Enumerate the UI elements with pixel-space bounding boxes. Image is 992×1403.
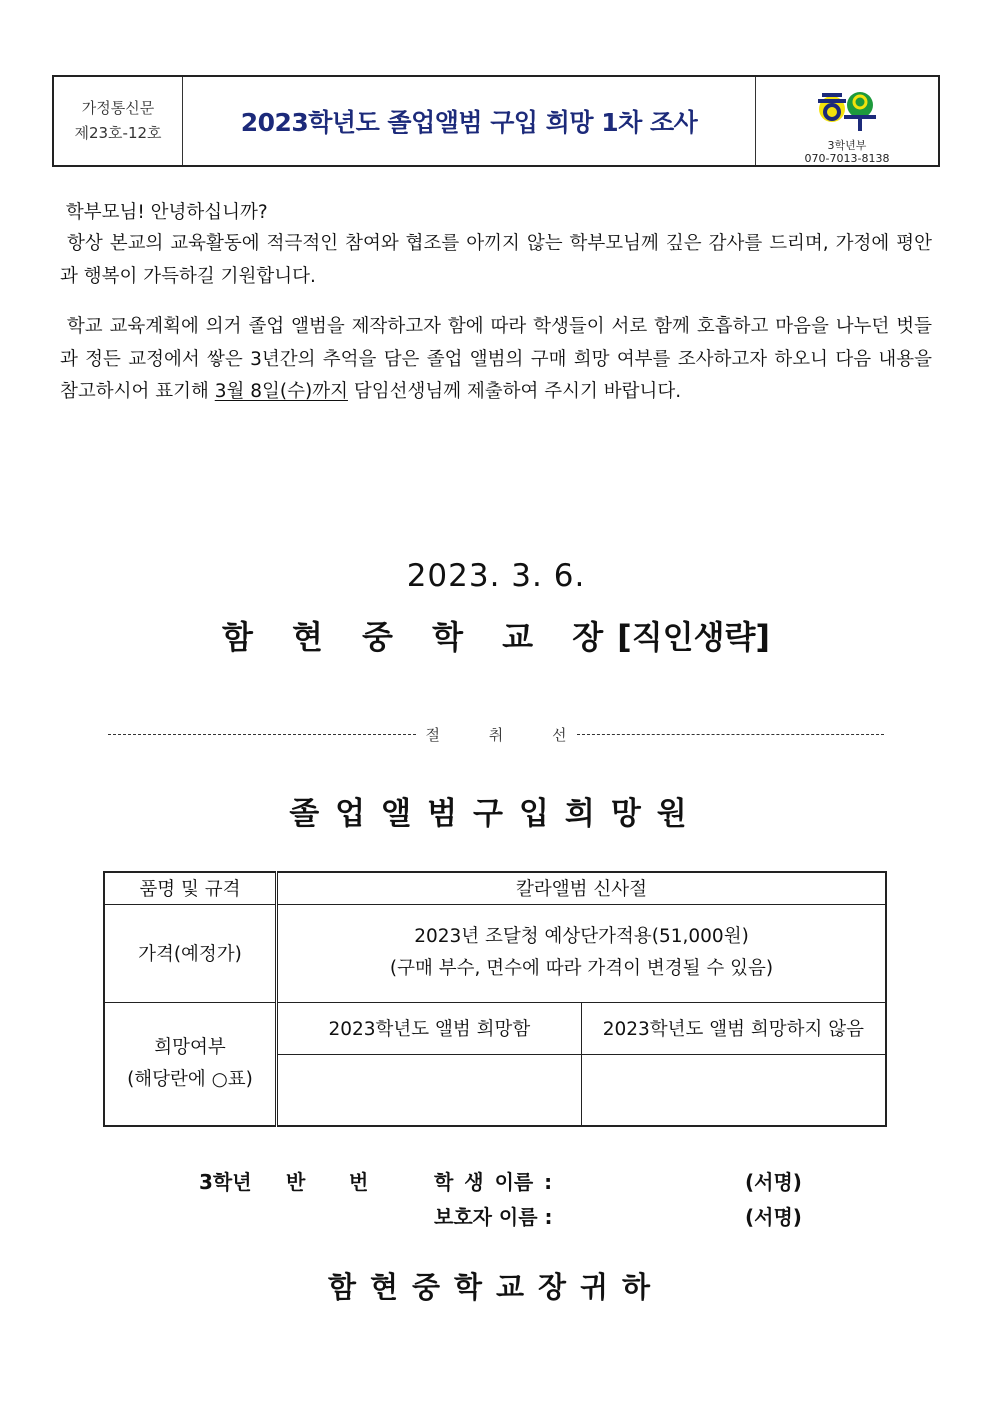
price-label: 가격(예정가) (104, 904, 277, 1002)
header-box (52, 75, 940, 167)
purchase-form-table (103, 871, 887, 1127)
paragraph-1-text: 항상 본교의 교육활동에 적극적인 참여와 협조를 아끼지 않는 학부모님께 깊은 감사를 드리며, 가정에 평안과 행복이 가득하길 기원합니다. (60, 233, 932, 287)
department: 3학년부 (827, 139, 867, 152)
deadline: 3월 8일(수)까지 (214, 381, 348, 402)
form-title: 졸업앨범구입희망원 (289, 796, 703, 832)
principal-line (0, 612, 992, 658)
greeting (60, 197, 932, 230)
item-label: 품명 및 규격 (104, 872, 277, 904)
option-yes-header: 2023학년도 앨범 희망함 (277, 1002, 582, 1054)
greeting-text: 학부모님! 안녕하십니까? (65, 202, 268, 223)
table-row (104, 904, 886, 1002)
price-value (277, 904, 887, 1002)
paragraph-2 (60, 311, 932, 409)
guardian-name-label: 보호자 이름 : (434, 1205, 553, 1229)
table-row (104, 872, 886, 904)
option-yes-mark-cell[interactable] (277, 1054, 582, 1126)
doc-title: 2023학년도 졸업앨범 구입 희망 1차 조사 (240, 108, 698, 137)
student-name-label: 학 생 이름 : (434, 1170, 553, 1194)
cut-line-dash-left (108, 734, 416, 735)
school-logo-cell (755, 77, 938, 165)
price-line-2: (구매 부수, 면수에 따라 가격이 변경될 수 있음) (389, 958, 774, 979)
preference-label-line-2: (해당란에 ○표) (127, 1068, 253, 1090)
school-logo-icon (814, 83, 880, 137)
price-line-1: 2023년 조달청 예상단가적용(51,000원) (414, 926, 749, 947)
doc-type: 가정통신문 (81, 99, 155, 117)
closing-addressee: 함현중학교장귀하 (327, 1270, 665, 1304)
phone-number: 070-7013-8138 (804, 152, 890, 165)
cut-line (108, 724, 884, 745)
paragraph-1 (60, 228, 932, 293)
table-row (104, 1002, 886, 1054)
cut-line-dash-right (577, 734, 885, 735)
preference-label (104, 1002, 277, 1126)
guardian-sign: (서명) (745, 1205, 802, 1229)
option-no-mark-cell[interactable] (581, 1054, 886, 1126)
doc-number: 제23호-12호 (74, 124, 162, 142)
seal-note: [직인생략] (617, 618, 771, 656)
preference-label-line-1: 희망여부 (154, 1036, 226, 1058)
issue-date: 2023. 3. 6. (406, 558, 586, 594)
student-sign: (서명) (745, 1170, 802, 1194)
paragraph-2-before: 학교 교육계획에 의거 졸업 앨범을 제작하고자 함에 따라 학생들이 서로 함께 호흡하고 마음을 나누던 벗들과 정든 교정에서 쌓은 3년간의 추억을 담은 졸업 앨범의 구매 희망 여부를 조사하고자 하오니 다음 내용을 참고하시어 표기해 (60, 316, 932, 402)
paragraph-2-after: 담임선생님께 제출하여 주시기 바랍니다. (347, 381, 682, 402)
number-label: 번 (349, 1170, 369, 1194)
option-no-header: 2023학년도 앨범 희망하지 않음 (581, 1002, 886, 1054)
principal-name: 함 현 중 학 교 장 (221, 618, 618, 656)
item-value: 칼라앨범 신사절 (277, 872, 887, 904)
cut-line-label: 절 취 선 (425, 726, 589, 744)
doc-info (54, 77, 183, 165)
class-label: 반 (286, 1170, 306, 1194)
grade-label: 3학년 (199, 1170, 252, 1194)
